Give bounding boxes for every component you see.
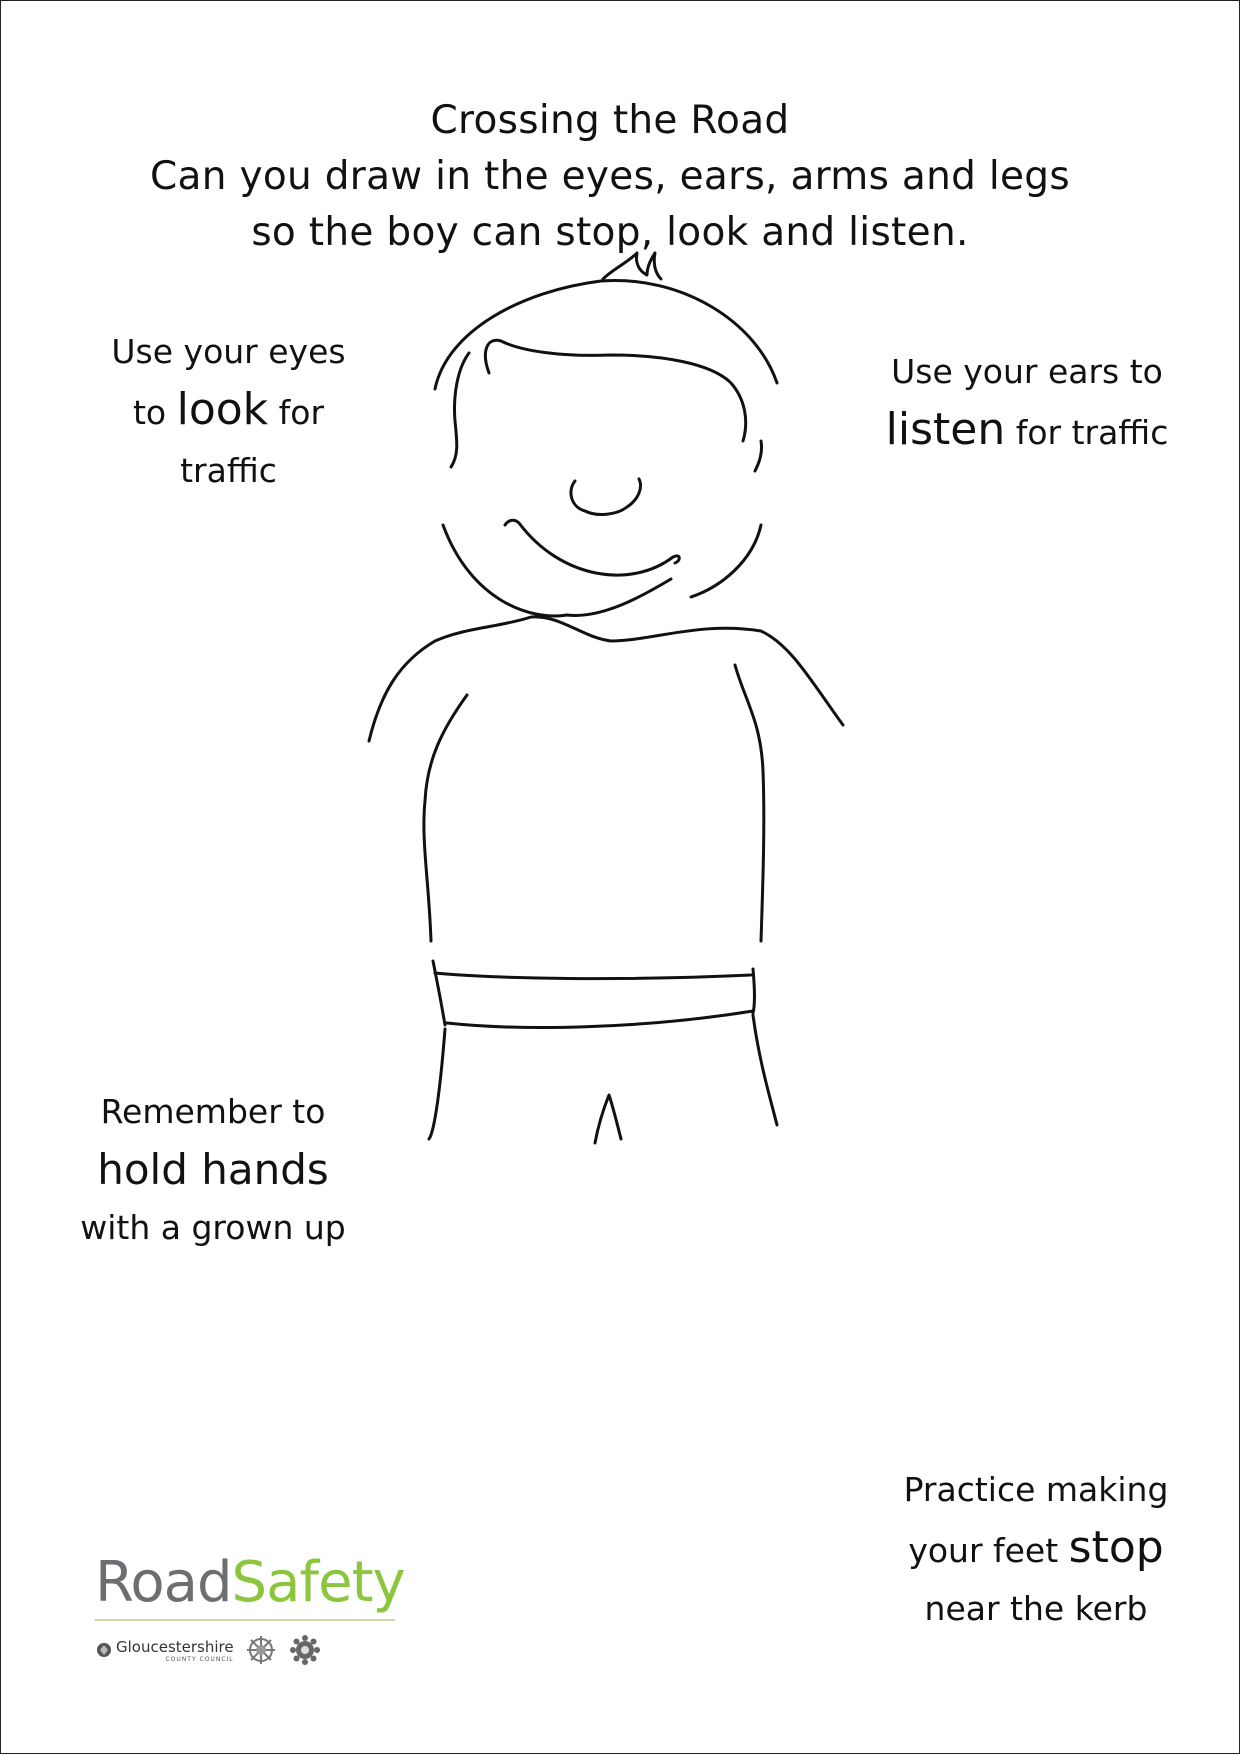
tip-eyes-emphasis: look: [176, 384, 269, 435]
tip-hold-hands: [63, 1083, 363, 1257]
council-crest-icon: [95, 1641, 113, 1659]
tip-hands-emphasis: hold hands: [97, 1145, 329, 1194]
trouser-right: [753, 1015, 777, 1125]
tip-ears-post: for traffic: [1005, 413, 1169, 452]
council-subtitle: COUNTY COUNCIL: [165, 1655, 234, 1663]
tip-use-ears: [877, 343, 1177, 462]
trouser-left: [429, 1029, 445, 1139]
tip-hands-line-1: Remember to: [100, 1092, 326, 1131]
tip-ears-emphasis: listen: [885, 404, 1006, 455]
face-right-cheek: [755, 441, 762, 471]
partner-logos: [95, 1633, 415, 1667]
logo-safety-text: Safety: [231, 1550, 405, 1615]
tip-feet-line-3: near the kerb: [924, 1589, 1148, 1628]
tip-eyes-pre: to: [132, 393, 177, 432]
heading-title: Crossing the Road: [430, 98, 790, 143]
logo-divider: [95, 1619, 395, 1621]
hair-fringe: [485, 340, 745, 441]
belt-top: [435, 973, 751, 979]
tip-use-eyes: [91, 323, 366, 500]
smile: [505, 520, 679, 575]
heading-instruction-line-2: so the boy can stop, look and listen.: [251, 210, 969, 255]
crotch: [595, 1095, 621, 1143]
left-armhole: [424, 695, 467, 941]
council-text-wrap: [116, 1638, 234, 1663]
tip-hands-line-3: with a grown up: [80, 1208, 346, 1247]
belt-bottom: [447, 1011, 753, 1027]
road-safety-logo: [95, 1550, 415, 1667]
tip-eyes-line-1: Use your eyes: [111, 332, 346, 371]
council-logo: [95, 1638, 234, 1663]
police-badge-icon: [288, 1633, 322, 1667]
face-left-cheek: [451, 353, 469, 467]
tip-ears-line-1: Use your ears to: [891, 352, 1163, 391]
belt-right: [753, 969, 755, 1013]
council-name: Gloucestershire: [116, 1637, 234, 1656]
tip-feet-pre: your feet: [908, 1531, 1069, 1570]
tip-eyes-post: for: [268, 393, 325, 432]
chin: [443, 525, 671, 616]
nose: [571, 479, 641, 514]
chin-right: [691, 525, 761, 597]
tip-eyes-line-3: traffic: [180, 451, 277, 490]
hair-tuft: [603, 253, 661, 279]
tip-feet-stop: [891, 1461, 1181, 1638]
tip-eyes-line-2: [91, 381, 366, 442]
heading-instruction-line-1: Can you draw in the eyes, ears, arms and legs: [150, 154, 1070, 199]
tip-feet-emphasis: stop: [1068, 1522, 1164, 1573]
shoulders: [369, 617, 843, 741]
right-armhole: [735, 665, 764, 941]
tip-feet-line-2: [891, 1519, 1181, 1580]
belt-left: [433, 961, 445, 1025]
fire-service-badge-icon: [244, 1633, 278, 1667]
tip-ears-line-2: [877, 401, 1177, 462]
head-top: [435, 280, 777, 389]
logo-wordmark: [95, 1550, 415, 1615]
logo-road-text: Road: [95, 1550, 232, 1615]
tip-feet-line-1: Practice making: [903, 1470, 1169, 1509]
